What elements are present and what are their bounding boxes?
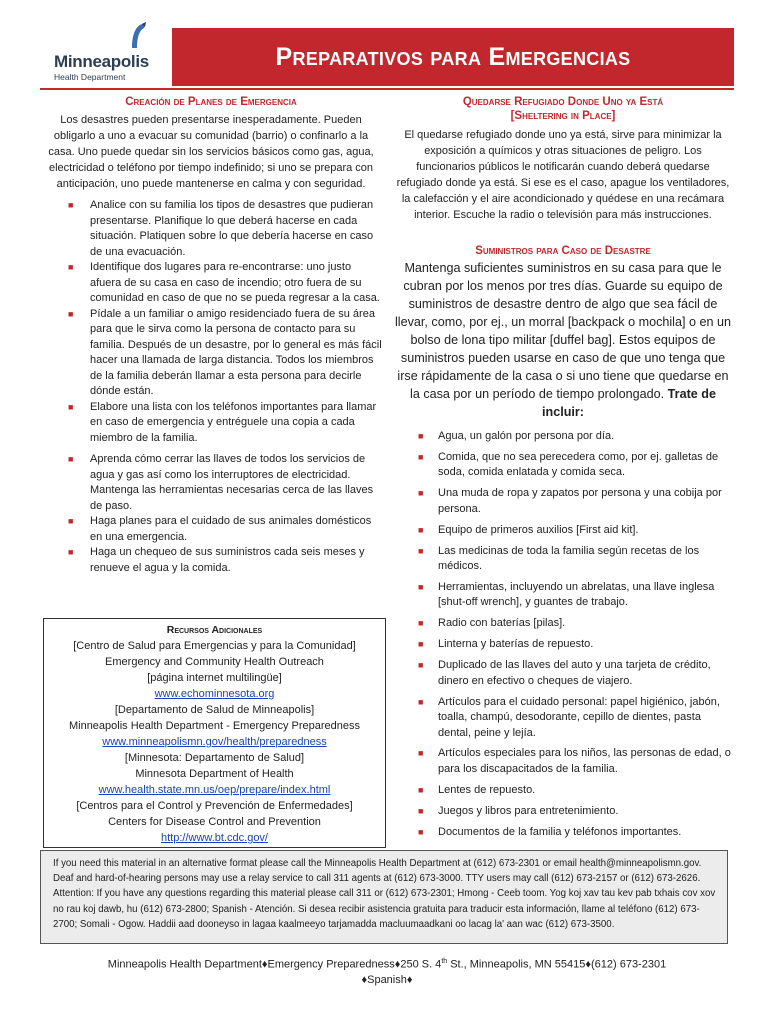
supply-item-text: Una muda de ropa y zapatos por persona y una cobija por persona. xyxy=(438,487,722,515)
supply-item xyxy=(394,746,732,777)
supply-item xyxy=(394,580,732,611)
bullet-icon: ■ xyxy=(418,524,424,535)
supply-item-text: Lentes de repuesto. xyxy=(438,783,536,796)
footer-city: St., Minneapolis, MN 55415 xyxy=(447,958,586,971)
logo-name: Minneapolis xyxy=(54,52,149,71)
resource-text: Centers for Disease Control and Prevention xyxy=(108,816,321,828)
supply-item-text: Linterna y baterías de repuesto. xyxy=(438,638,594,651)
supply-item-text: Equipo de primeros auxilios [First aid kit]. xyxy=(438,523,639,536)
accessibility-notice: If you need this material in an alternative format please call the Minneapolis Health Department at (612) 673-2301 or email health@minneapolismn.gov. Deaf and hard-of-hearing persons may use a relay service to call 311 agents at (612) 673-3000. TTY users may call (612) 673-2157 or (612) 673-2626. Attention: If you have any questions regarding this material please call 311 or (612) 673-2301; Hmong - Ceeb toom. Yog koj xav tau kev pab txhais cov xov no rau koj dawb, hu (612) 673-2800; Spanish - Atención. Si desea recibir asistencia gratuita para traducir esta información, llame al teléfono (612) 673-2700; Somali - Ogow. Haddii aad dooneyso in lagaa kaalmeeyo tarjamadda macluumaadkani oo lacag la' aan wac (612) 673-3500. xyxy=(40,850,728,944)
emergency-plan-item-text: Pídale a un familiar o amigo residenciado fuera de su área para que le sirva como la persona de contacto para su familia. Después de un desastre, por lo general es más fácil hacer una llamada de larga distancia. Todos los miembros de la familia deberán llamar a esta persona para decirle dónde están. xyxy=(90,307,382,397)
supply-item xyxy=(394,658,732,689)
resource-text: Emergency and Community Health Outreach xyxy=(105,656,324,668)
bullet-icon: ■ xyxy=(418,431,424,441)
supply-item-text: Artículos para el cuidado personal: papel higiénico, jabón, toalla, champú, desodorante, cepillo de dientes, pasta dental, peine y lejía. xyxy=(438,695,720,739)
resource-text: Minneapolis Health Department - Emergency Preparedness xyxy=(68,720,361,732)
supply-item-text: Juegos y libros para entretenimiento. xyxy=(438,804,619,817)
logo-dept: Health Department xyxy=(54,72,126,82)
bullet-icon: ■ xyxy=(418,805,424,816)
supplies-intro xyxy=(394,259,732,421)
footer-org: Minneapolis Health Department xyxy=(107,958,262,971)
supply-item xyxy=(394,429,732,445)
supply-item xyxy=(394,616,732,632)
bullet-icon: ■ xyxy=(68,401,74,412)
supply-item xyxy=(394,523,732,539)
footer xyxy=(40,954,734,988)
supply-item-text: Duplicado de las llaves del auto y una tarjeta de crédito, dinero en efectivo o cheques de viajero. xyxy=(438,659,711,687)
emergency-plan-item-text: Identifique dos lugares para re-encontrarse: uno justo afuera de su casa en caso de incendio; otro fuera de su comunidad en caso de que no se pueda regresar a la casa. xyxy=(90,261,380,304)
supply-item xyxy=(394,804,732,820)
supplies-intro-bold: Trate de incluir: xyxy=(542,387,716,419)
bullet-icon: ■ xyxy=(418,696,424,707)
bullet-icon: ■ xyxy=(418,488,424,499)
bullet-icon: ■ xyxy=(418,639,424,650)
resource-link[interactable]: http://www.bt.cdc.gov/ xyxy=(161,832,268,844)
supply-item xyxy=(394,825,732,841)
supply-item-text: Las medicinas de toda la familia según recetas de los médicos. xyxy=(438,544,700,573)
emergency-plan-item xyxy=(40,400,382,447)
emergency-plan-item-text: Haga planes para el cuidado de sus animales domésticos en una emergencia. xyxy=(90,515,372,543)
resource-link[interactable]: www.health.state.mn.us/oep/prepare/index.html xyxy=(98,784,331,796)
resource-text: Minnesota Department of Health xyxy=(135,768,294,780)
minneapolis-logo xyxy=(50,22,170,82)
bullet-icon: ■ xyxy=(418,581,424,592)
footer-street-suffix: th xyxy=(441,958,448,965)
footer-program: Emergency Preparedness xyxy=(267,958,395,971)
supply-item xyxy=(394,783,732,799)
supply-item-text: Artículos especiales para los niños, las personas de edad, o para los discapacitados de la familia. xyxy=(438,747,731,775)
resource-text: [Centros para el Control y Prevención de Enfermedades] xyxy=(76,800,353,812)
emergency-plan-item xyxy=(40,307,382,400)
emergency-plans-list xyxy=(40,198,382,576)
bullet-icon: ■ xyxy=(418,660,424,671)
emergency-plan-item xyxy=(40,260,382,307)
supplies-list xyxy=(394,429,732,840)
supply-item-text: Comida, que no sea perecedera como, por ej. galletas de soda, comida enlatada y comida seca. xyxy=(438,450,719,479)
bullet-icon: ■ xyxy=(418,826,424,837)
page-title: Preparativos para Emergencias xyxy=(172,28,734,86)
resource-text: [Minnesota: Departamento de Salud] xyxy=(124,752,305,764)
bullet-icon: ■ xyxy=(68,308,74,319)
additional-resources-heading: Recursos Adicionales xyxy=(166,624,263,636)
footer-separator: ♦ xyxy=(394,958,401,971)
emergency-plan-item-text: Elabore una lista con los teléfonos importantes para llamar en caso de emergencia y entréguele una copia a cada miembro de la familia. xyxy=(90,400,377,444)
footer-separator: ♦ xyxy=(261,958,268,971)
supply-item-text: Agua, un galón por persona por día. xyxy=(438,430,615,442)
emergency-plan-item xyxy=(40,452,382,514)
title-divider xyxy=(40,88,734,90)
emergency-plans-intro: Los desastres pueden presentarse inesperadamente. Pueden obligarlo a uno a evacuar su comunidad (barrio) o confinarlo a la casa. Uno puede quedar sin los servicios básicos como gas, agua, electricidad o teléfono por tiempo indefinido; si uno se prepara con anticipación, uno puede mantenerse en calma y con seguridad. xyxy=(48,114,374,190)
bullet-icon: ■ xyxy=(418,784,424,795)
bullet-icon: ■ xyxy=(418,618,424,629)
emergency-plan-item-text: Analice con su familia los tipos de desastres que pudieran presentarse. Planifique lo que deberá hacerse en cada situación. Platiquen sobre lo que debería hacerse en caso de una evacuación. xyxy=(90,199,374,258)
emergency-plan-item xyxy=(40,514,382,545)
emergency-plan-item xyxy=(40,545,382,576)
shelter-heading: Quedarse Refugiado Donde Uno ya Está xyxy=(462,96,664,108)
emergency-plans-heading: Creación de Planes de Emergencia xyxy=(125,96,297,108)
bullet-icon: ■ xyxy=(418,545,424,556)
footer-separator: ♦ xyxy=(585,958,591,971)
resource-text: [Departamento de Salud de Minneapolis] xyxy=(114,704,315,716)
resource-link[interactable]: www.echominnesota.org xyxy=(154,688,275,700)
shelter-heading-english: [Sheltering in Place] xyxy=(510,110,616,122)
supply-item-text: Herramientas, incluyendo un abrelatas, una llave inglesa [shut-off wrench], y guantes de trabajo. xyxy=(438,580,715,609)
left-column xyxy=(40,96,382,576)
bullet-icon: ■ xyxy=(68,516,74,526)
footer-street: 250 S. 4 xyxy=(400,958,442,971)
footer-language: Spanish xyxy=(367,973,407,986)
footer-address-line xyxy=(40,954,734,973)
emergency-plan-item-text: Aprenda cómo cerrar las llaves de todos los servicios de agua y gas así como los interruptores de electricidad. Mantenga las herramientas necesarias cerca de las llaves de paso. xyxy=(90,453,374,512)
emergency-plan-item-text: Haga un chequeo de sus suministros cada seis meses y renueve el agua y la comida. xyxy=(90,546,365,574)
supplies-heading: Suministros para Caso de Desastre xyxy=(475,245,651,257)
supplies-intro-text: Mantenga suficientes suministros en su casa para que le cubran por los menos por tres días. Guarde su equipo de suministros de desastre dentro de algo que sea fácil de llevar, como, por ej., un morral [backpack o mochila] o en un bolso de lona tipo militar [duffel bag]. Estos equipos de suministros pueden usarse en caso de que uno tenga que irse rápidamente de la casa o si uno tiene que quedarse en la casa por un período de tiempo prolongado. xyxy=(395,261,731,401)
additional-resources-box xyxy=(43,618,386,848)
resource-text: [Centro de Salud para Emergencias y para la Comunidad] xyxy=(73,640,356,652)
supply-item-text: Documentos de la familia y teléfonos importantes. xyxy=(438,825,682,838)
bullet-icon: ■ xyxy=(418,748,424,759)
bullet-icon: ■ xyxy=(68,262,74,272)
supply-item-text: Radio con baterías [pilas]. xyxy=(438,617,566,630)
bullet-icon: ■ xyxy=(68,547,74,557)
footer-language-line xyxy=(40,973,734,988)
bullet-icon: ■ xyxy=(418,451,424,462)
footer-phone: (612) 673-2301 xyxy=(590,958,667,971)
supply-item xyxy=(394,544,732,575)
resources-lines xyxy=(44,638,385,846)
shelter-text: El quedarse refugiado donde uno ya está, sirve para minimizar la exposición a químicos y otras situaciones de peligro. Los funcionarios públicos le notificarán cuando deberá quedarse refugiado donde ya está. Si ese es el caso, apague los ventiladores, la calefacción y el aire acondicionado y quédese en una recámara interior. Escuche la radio o televisión para más instrucciones. xyxy=(396,129,730,221)
footer-separator: ♦ xyxy=(361,973,368,986)
supply-item xyxy=(394,695,732,742)
supply-item xyxy=(394,637,732,653)
resource-text: [página internet multilingüe] xyxy=(147,672,282,684)
bullet-icon: ■ xyxy=(68,454,74,464)
supply-item xyxy=(394,486,732,517)
logo-arch-icon xyxy=(128,22,150,48)
emergency-plan-item xyxy=(40,198,382,260)
right-column xyxy=(394,96,732,845)
resource-link[interactable]: www.minneapolismn.gov/health/preparedness xyxy=(102,736,327,748)
supply-item xyxy=(394,450,732,481)
footer-separator: ♦ xyxy=(406,973,413,986)
bullet-icon: ■ xyxy=(68,200,74,210)
